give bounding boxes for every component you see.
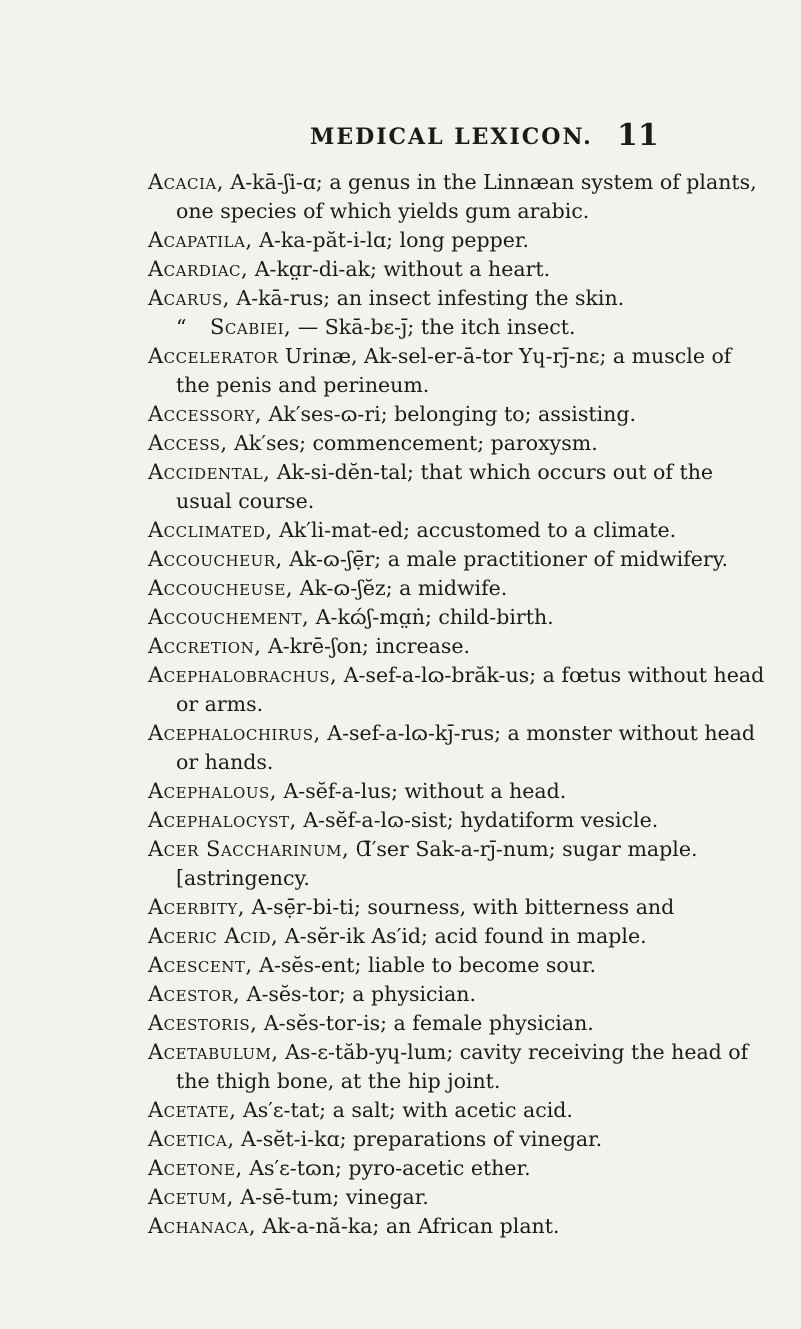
entry-headword: Acephalobrachus, xyxy=(148,663,338,687)
entry-definition: As′ɛ-tɷn; pyro-acetic ether. xyxy=(249,1156,531,1180)
running-head xyxy=(0,118,801,158)
entry-headword: Accessory, xyxy=(148,402,263,426)
entry-headword: Acerbity, xyxy=(148,895,245,919)
lexicon-entry xyxy=(148,1125,768,1154)
lexicon-entry xyxy=(148,545,768,574)
entry-definition: A-sē-tum; vinegar. xyxy=(240,1185,429,1209)
running-title: MEDICAL LEXICON. xyxy=(310,124,593,150)
entry-definition: — Skā-bɛ-ȷ̄; the itch insect. xyxy=(297,315,576,339)
entry-definition: As′ɛ-tat; a salt; with acetic acid. xyxy=(242,1098,573,1122)
entry-headword: Acephalous, xyxy=(148,779,277,803)
lexicon-entry xyxy=(148,1212,768,1241)
entry-definition: A-sĕf-a-lɷ-sist; hydatiform vesicle. xyxy=(303,808,659,832)
entry-definition: A-sĕf-a-lus; without a head. xyxy=(283,779,567,803)
lexicon-entry xyxy=(148,429,768,458)
ditto-mark: “ xyxy=(176,315,187,339)
entry-definition: A-sĕs-tor-is; a female physician. xyxy=(263,1011,594,1035)
entry-definition: Ak-ɷ-ʃẹ̄r; a male practitioner of midwifery. xyxy=(289,547,729,571)
entry-definition: Ak′li-mat-ed; accustomed to a climate. xyxy=(279,518,677,542)
entry-definition: Ak′ses; commencement; paroxysm. xyxy=(234,431,598,455)
entry-definition: A-sĕt-i-kɑ; preparations of vinegar. xyxy=(241,1127,603,1151)
lexicon-entry xyxy=(148,1009,768,1038)
entry-headword: Acephalochirus, xyxy=(148,721,321,745)
entry-headword: Acestoris, xyxy=(148,1011,258,1035)
lexicon-entry xyxy=(148,255,768,284)
entry-headword: Accoucheuse, xyxy=(148,576,294,600)
entry-definition: A-sĕs-ent; liable to become sour. xyxy=(259,953,597,977)
entry-definition: A-sef-a-lɷ-brăk-us; a fœtus without head or arms. xyxy=(176,663,765,716)
entry-list xyxy=(148,168,768,1241)
entry-definition: A-sẹ̄r-bi-ti; sourness, with bitterness and xyxy=(251,895,675,919)
lexicon-entry xyxy=(148,284,768,313)
entry-headword: Acetabulum, xyxy=(148,1040,279,1064)
lexicon-entry xyxy=(148,516,768,545)
lexicon-entry xyxy=(148,980,768,1009)
lexicon-entry xyxy=(148,313,768,342)
lexicon-entry xyxy=(148,951,768,980)
entry-definition: Ak-si-dĕn-tal; that which occurs out of the usual course. xyxy=(176,460,714,513)
lexicon-entry xyxy=(148,574,768,603)
entry-headword: Acescent, xyxy=(148,953,253,977)
entry-headword: Accretion, xyxy=(148,634,262,658)
entry-headword: Acetica, xyxy=(148,1127,235,1151)
entry-headword: Acephalocyst, xyxy=(148,808,297,832)
entry-headword: Accelerator xyxy=(148,344,279,368)
entry-definition: A-krē-ʃon; increase. xyxy=(267,634,471,658)
lexicon-entry xyxy=(148,458,768,516)
lexicon-entry xyxy=(148,1183,768,1212)
lexicon-entry xyxy=(148,1038,768,1096)
lexicon-entry xyxy=(148,342,768,400)
entry-definition: A-kā-rus; an insect infesting the skin. xyxy=(236,286,625,310)
entry-headword: Acarus, xyxy=(148,286,230,310)
entry-headword: Achanaca, xyxy=(148,1214,256,1238)
entry-definition: As-ɛ-tăb-yɥ-lum; cavity receiving the head of the thigh bone, at the hip joint. xyxy=(176,1040,749,1093)
lexicon-entry xyxy=(148,632,768,661)
entry-headword: Acapatila, xyxy=(148,228,253,252)
entry-headword: Acestor, xyxy=(148,982,241,1006)
entry-definition: Urinæ, Ak-sel-er-ā-tor Yɥ-rȷ̄-nɛ; a muscle of the penis and perineum. xyxy=(176,344,732,397)
lexicon-entry xyxy=(148,661,768,719)
lexicon-entry xyxy=(148,603,768,632)
entry-headword: Accouchement, xyxy=(148,605,310,629)
entry-definition: Ɑ̄′ser Sak-a-rȷ̄-num; sugar maple. [astringency. xyxy=(176,837,698,890)
lexicon-entry xyxy=(148,806,768,835)
lexicon-entry xyxy=(148,1154,768,1183)
lexicon-entry xyxy=(148,835,768,893)
entry-definition: A-kā-ʃi-ɑ; a genus in the Linnæan system of plants, one species of which yields gum arabic. xyxy=(176,170,757,223)
entry-definition: Ak-a-nă-ka; an African plant. xyxy=(262,1214,560,1238)
lexicon-entry xyxy=(148,400,768,429)
entry-headword: Acetum, xyxy=(148,1185,234,1209)
entry-headword: Acardiac, xyxy=(148,257,249,281)
lexicon-entry xyxy=(148,922,768,951)
entry-headword: Aceric Acid, xyxy=(148,924,279,948)
entry-headword: Accoucheur, xyxy=(148,547,283,571)
lexicon-entry xyxy=(148,168,768,226)
entry-definition: A-kɷ́ʃ-mɑ̤ṅ; child-birth. xyxy=(315,605,554,629)
entry-headword: Acclimated, xyxy=(148,518,273,542)
entry-headword: Accidental, xyxy=(148,460,271,484)
entry-definition: A-kɑ̤r-di-ak; without a heart. xyxy=(254,257,551,281)
entry-definition: Ak′ses-ɷ-ri; belonging to; assisting. xyxy=(268,402,636,426)
lexicon-entry xyxy=(148,226,768,255)
entry-definition: A-sĕs-tor; a physician. xyxy=(246,982,477,1006)
lexicon-entry xyxy=(148,893,768,922)
entry-headword: Access, xyxy=(148,431,228,455)
page-number: 11 xyxy=(617,118,659,153)
entry-headword: Acetone, xyxy=(148,1156,243,1180)
entry-definition: A-ka-păt-i-lɑ; long pepper. xyxy=(259,228,529,252)
entry-headword: Acacia, xyxy=(148,170,224,194)
entry-definition: A-sĕr-ik As′id; acid found in maple. xyxy=(284,924,647,948)
entry-definition: Ak-ɷ-ʃĕz; a midwife. xyxy=(299,576,508,600)
entry-headword: Acetate, xyxy=(148,1098,237,1122)
lexicon-entry xyxy=(148,777,768,806)
entry-headword: Acer Saccharinum, xyxy=(148,837,350,861)
entry-headword: Scabiei, xyxy=(210,315,292,339)
entry-definition: A-sef-a-lɷ-kȷ̄-rus; a monster without head or hands. xyxy=(176,721,756,774)
lexicon-entry xyxy=(148,719,768,777)
lexicon-entry xyxy=(148,1096,768,1125)
